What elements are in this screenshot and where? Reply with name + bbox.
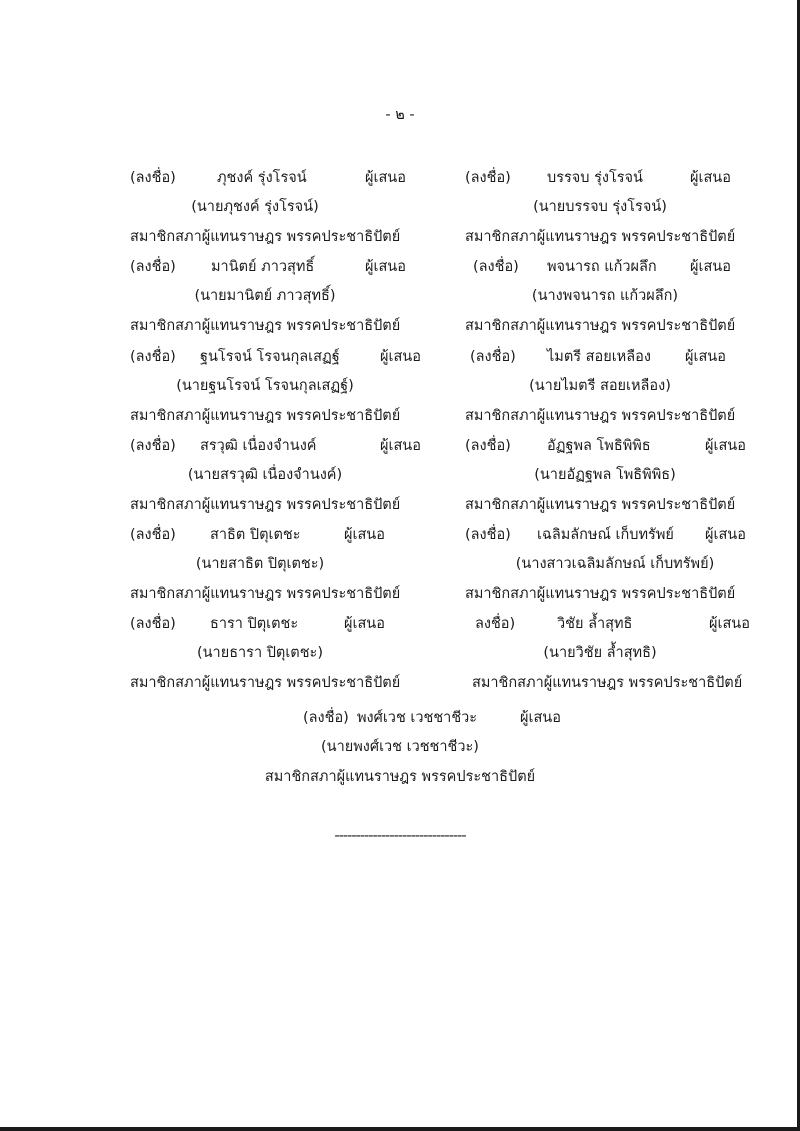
signer-fullname: (นายไมตรี สอยเหลือง) (529, 378, 671, 394)
signer-position: สมาชิกสภาผู้แทนราษฎร พรรคประชาธิปัตย์ (264, 769, 536, 785)
signature-line (465, 255, 800, 277)
signer-name: ธารา ปิตุเตชะ (210, 616, 299, 632)
signer-fullname: (นายพงศ์เวช เวชชาชีวะ) (321, 739, 479, 755)
signer-position: สมาชิกสภาผู้แทนราษฎร พรรคประชาธิปัตย์ (465, 229, 736, 245)
proposer-label: ผู้เสนอ (365, 170, 406, 186)
signer-name: มานิตย์ ภาวสุทธิ์ (211, 259, 315, 275)
end-of-document-rule: ------------------------------- (334, 828, 466, 844)
proposer-label: ผู้เสนอ (520, 710, 561, 726)
signature-block-left-3 (130, 345, 510, 433)
signature-block-left-1 (130, 166, 510, 254)
signer-fullname: (นางสาวเฉลิมลักษณ์ เก็บทรัพย์) (515, 556, 715, 572)
signature-line (465, 345, 800, 367)
signer-position: สมาชิกสภาผู้แทนราษฎร พรรคประชาธิปัตย์ (130, 318, 401, 334)
page-number: - ๒ - (385, 107, 415, 123)
signature-block-right-4 (465, 434, 800, 522)
signer-fullname: (นายมานิตย์ ภาวสุทธิ์) (194, 288, 336, 304)
signature-line (130, 612, 510, 634)
signed-label: (ลงชื่อ) (465, 527, 511, 543)
signer-name: พงศ์เวช เวชชาชีวะ (357, 710, 478, 726)
signature-line (465, 523, 800, 545)
signer-name: ฐนโรจน์ โรจนกุลเสฏฐ์ (200, 349, 340, 365)
proposer-label: ผู้เสนอ (344, 527, 385, 543)
signer-fullname: (นายสาธิต ปิตุเตชะ) (195, 556, 325, 572)
signature-block-left-6 (130, 612, 510, 700)
signed-label: (ลงชื่อ) (130, 259, 176, 275)
signer-name: เฉลิมลักษณ์ เก็บทรัพย์ (537, 527, 674, 543)
signature-line (130, 166, 510, 188)
signature-block-right-5 (465, 523, 800, 611)
signer-fullname: (นายฐนโรจน์ โรจนกุลเสฏฐ์) (176, 378, 354, 394)
signed-label: (ลงชื่อ) (130, 170, 176, 186)
signer-name: สรวุฒิ เนื่องจำนงค์ (200, 438, 317, 454)
signature-block-right-1 (465, 166, 800, 254)
signature-block-left-2 (130, 255, 510, 343)
signer-position: สมาชิกสภาผู้แทนราษฎร พรรคประชาธิปัตย์ (465, 586, 736, 602)
scan-edge-bottom (0, 1127, 800, 1131)
signed-label: (ลงชื่อ) (473, 259, 519, 275)
signer-name: ภุชงค์ รุ่งโรจน์ (217, 170, 307, 186)
signer-position: สมาชิกสภาผู้แทนราษฎร พรรคประชาธิปัตย์ (472, 675, 743, 691)
signature-line (465, 166, 800, 188)
signer-fullname: (นายบรรจบ รุ่งโรจน์) (533, 199, 667, 215)
signature-line (130, 434, 510, 456)
signer-name: ไมตรี สอยเหลือง (547, 349, 651, 365)
signature-line (465, 612, 800, 634)
signature-line (130, 345, 510, 367)
signer-position: สมาชิกสภาผู้แทนราษฎร พรรคประชาธิปัตย์ (130, 408, 401, 424)
signed-label: (ลงชื่อ) (303, 710, 349, 726)
signature-block-right-6 (465, 612, 800, 700)
signature-line (465, 434, 800, 456)
signer-fullname: (นางพจนารถ แก้วผลึก) (531, 288, 679, 304)
proposer-label: ผู้เสนอ (344, 616, 385, 632)
signature-line (130, 255, 510, 277)
signer-position: สมาชิกสภาผู้แทนราษฎร พรรคประชาธิปัตย์ (130, 229, 401, 245)
signature-block-center (0, 706, 800, 796)
signed-label: (ลงชื่อ) (465, 170, 511, 186)
signature-block-left-5 (130, 523, 510, 611)
signer-position: สมาชิกสภาผู้แทนราษฎร พรรคประชาธิปัตย์ (130, 675, 401, 691)
signed-label: (ลงชื่อ) (130, 527, 176, 543)
signer-position: สมาชิกสภาผู้แทนราษฎร พรรคประชาธิปัตย์ (465, 497, 736, 513)
signature-block-left-4 (130, 434, 510, 522)
signer-position: สมาชิกสภาผู้แทนราษฎร พรรคประชาธิปัตย์ (130, 586, 401, 602)
signed-label: (ลงชื่อ) (130, 616, 176, 632)
signer-position: สมาชิกสภาผู้แทนราษฎร พรรคประชาธิปัตย์ (465, 408, 736, 424)
signature-block-right-3 (465, 345, 800, 433)
signer-fullname: (นายภุชงค์ รุ่งโรจน์) (191, 199, 319, 215)
signed-label: (ลงชื่อ) (470, 349, 516, 365)
signer-position: สมาชิกสภาผู้แทนราษฎร พรรคประชาธิปัตย์ (130, 497, 401, 513)
signed-label: (ลงชื่อ) (130, 349, 176, 365)
signer-name: วิชัย ล้ำสุทธิ (557, 616, 633, 632)
proposer-label: ผู้เสนอ (709, 616, 750, 632)
signed-label: ลงชื่อ) (475, 616, 516, 632)
signer-fullname: (นายสรวุฒิ เนื่องจำนงค์) (187, 467, 343, 483)
signer-fullname: (นายธารา ปิตุเตชะ) (196, 645, 324, 661)
proposer-label: ผู้เสนอ (705, 527, 746, 543)
proposer-label: ผู้เสนอ (690, 259, 731, 275)
signer-position: สมาชิกสภาผู้แทนราษฎร พรรคประชาธิปัตย์ (465, 318, 736, 334)
signer-name: พจนารถ แก้วผลึก (547, 259, 657, 275)
proposer-label: ผู้เสนอ (685, 349, 726, 365)
signer-name: บรรจบ รุ่งโรจน์ (547, 170, 643, 186)
proposer-label: ผู้เสนอ (380, 438, 421, 454)
signature-line (0, 706, 800, 728)
signer-name: สาธิต ปิตุเตชะ (210, 527, 301, 543)
proposer-label: ผู้เสนอ (705, 438, 746, 454)
signed-label: (ลงชื่อ) (130, 438, 176, 454)
signer-fullname: (นายอัฏฐพล โพธิพิพิธ) (534, 467, 676, 483)
signer-name: อัฏฐพล โพธิพิพิธ (547, 438, 651, 454)
signature-line (130, 523, 510, 545)
proposer-label: ผู้เสนอ (365, 259, 406, 275)
signature-block-right-2 (465, 255, 800, 343)
signed-label: (ลงชื่อ) (465, 438, 511, 454)
proposer-label: ผู้เสนอ (690, 170, 731, 186)
proposer-label: ผู้เสนอ (380, 349, 421, 365)
signer-fullname: (นายวิชัย ล้ำสุทธิ) (543, 645, 657, 661)
